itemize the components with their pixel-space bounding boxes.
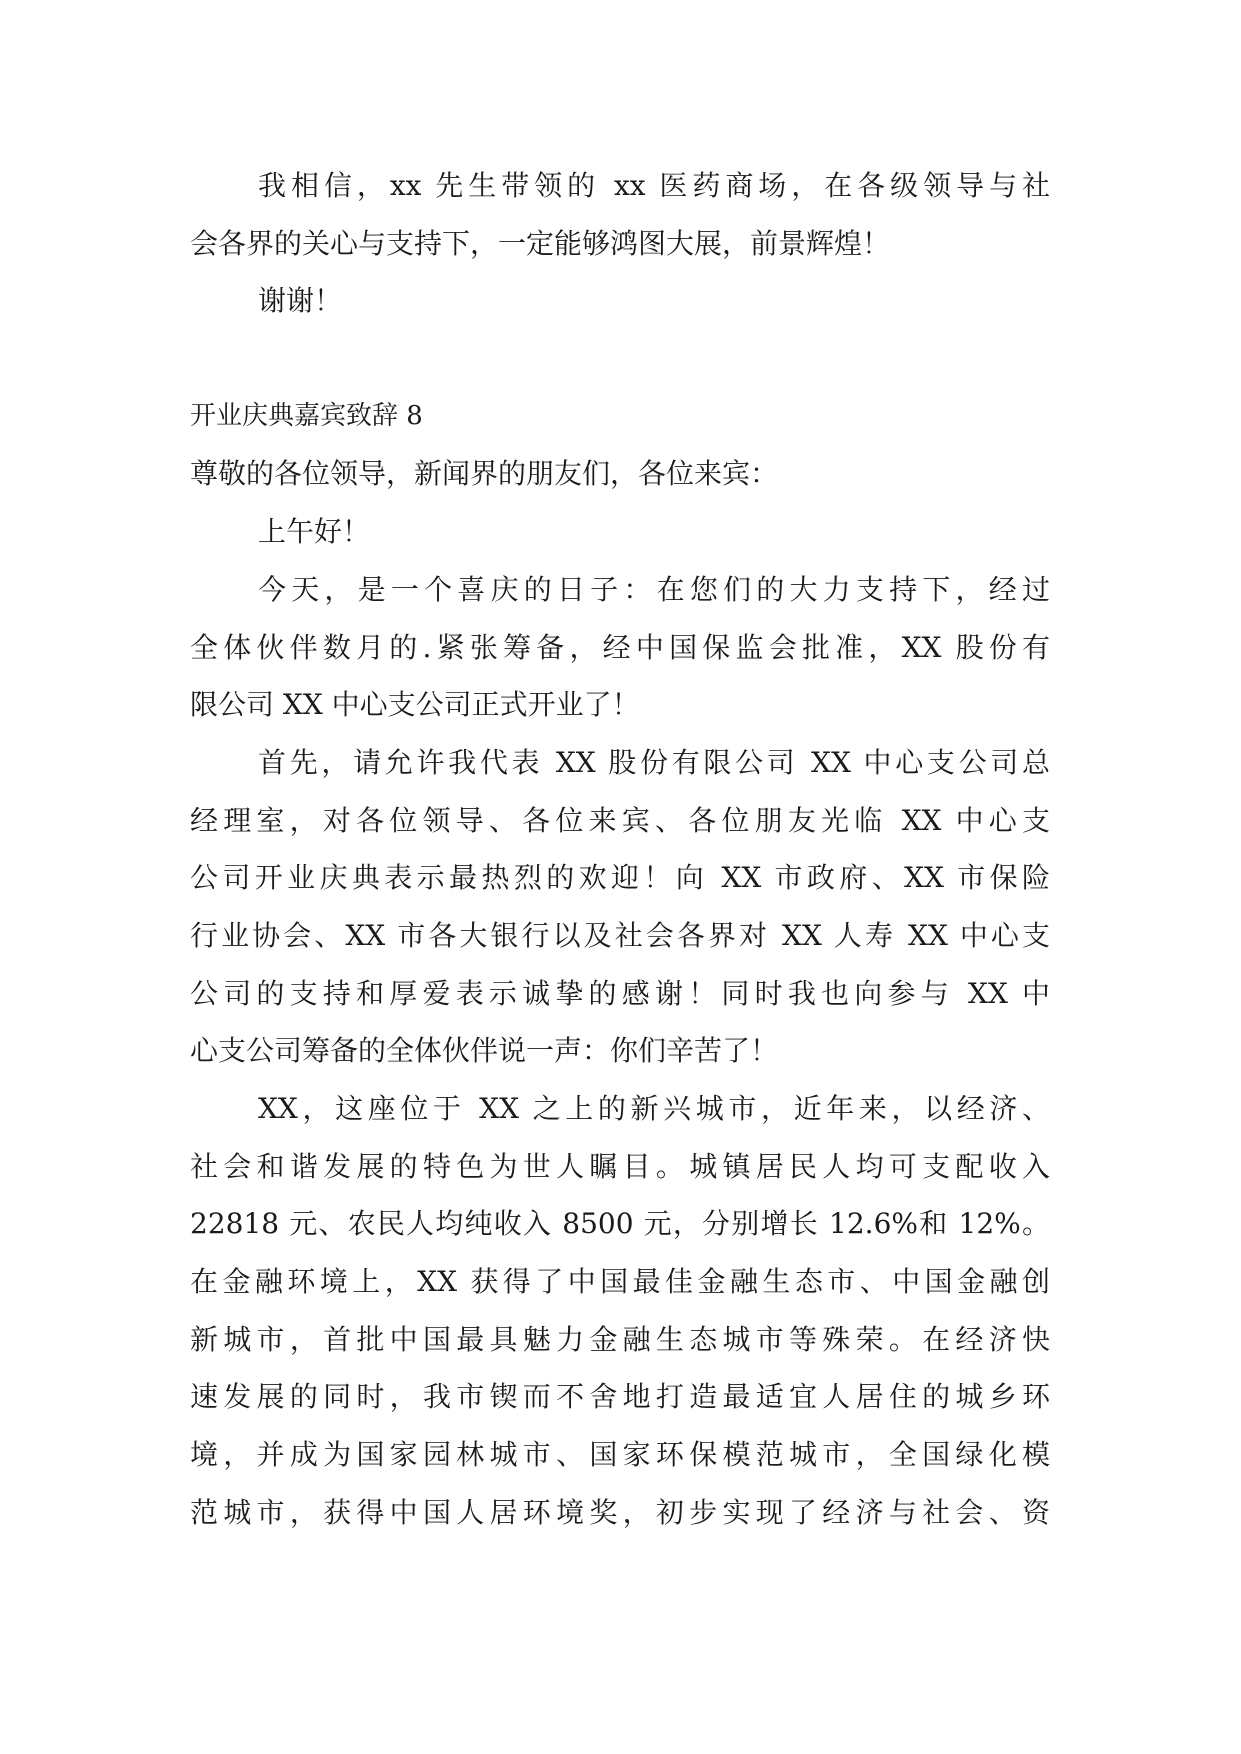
blank-line bbox=[190, 330, 1050, 388]
paragraph bbox=[190, 734, 1050, 1080]
document-body bbox=[190, 157, 1050, 1542]
section-title: 开业庆典嘉宾致辞 8 bbox=[190, 400, 423, 431]
text-line: 经理室，对各位领导、各位来宾、各位朋友光临 XX 中心支 bbox=[190, 803, 1050, 837]
paragraph bbox=[190, 157, 1050, 272]
text-line: 会各界的关心与支持下，一定能够鸿图大展，前景辉煌！ bbox=[190, 226, 891, 260]
text-line: XX，这座位于 XX 之上的新兴城市，近年来，以经济、 bbox=[258, 1092, 1050, 1125]
text-line: 范城市，获得中国人居环境奖，初步实现了经济与社会、资 bbox=[190, 1495, 1050, 1529]
text-line: 公司的支持和厚爱表示诚挚的感谢！同时我也向参与 XX 中 bbox=[190, 976, 1050, 1010]
text-line: 境，并成为国家园林城市、国家环保模范城市，全国绿化模 bbox=[190, 1438, 1050, 1472]
text-line: 心支公司筹备的全体伙伴说一声：你们辛苦了！ bbox=[190, 1034, 779, 1068]
greeting: 上午好！ bbox=[258, 515, 371, 549]
text-line: 社会和谐发展的特色为世人瞩目。城镇居民人均可支配收入 bbox=[190, 1149, 1050, 1183]
salutation: 尊敬的各位领导，新闻界的朋友们，各位来宾： bbox=[190, 457, 779, 491]
paragraph bbox=[190, 272, 1050, 330]
text-line: 22818 元、农民人均纯收入 8500 元，分别增长 12.6%和 12%。 bbox=[190, 1207, 1050, 1241]
text-line: 行业协会、XX 市各大银行以及社会各界对 XX 人寿 XX 中心支 bbox=[190, 918, 1050, 952]
text-line: 首先，请允许我代表 XX 股份有限公司 XX 中心支公司总 bbox=[258, 745, 1050, 779]
paragraph bbox=[190, 1080, 1050, 1542]
text-line: 今天，是一个喜庆的日子：在您们的大力支持下，经过 bbox=[258, 572, 1050, 606]
text-line: 限公司 XX 中心支公司正式开业了！ bbox=[190, 688, 640, 722]
text-line: 新城市，首批中国最具魅力金融生态城市等殊荣。在经济快 bbox=[190, 1322, 1050, 1356]
paragraph bbox=[190, 561, 1050, 734]
text-line: 谢谢！ bbox=[258, 284, 343, 318]
text-line: 速发展的同时，我市锲而不舍地打造最适宜人居住的城乡环 bbox=[190, 1380, 1050, 1414]
text-line: 我相信，xx 先生带领的 xx 医药商场，在各级领导与社 bbox=[258, 169, 1050, 202]
text-line: 公司开业庆典表示最热烈的欢迎！向 XX 市政府、XX 市保险 bbox=[190, 861, 1050, 895]
text-line: 在金融环境上，XX 获得了中国最佳金融生态市、中国金融创 bbox=[190, 1265, 1050, 1299]
text-line: 全体伙伴数月的.紧张筹备，经中国保监会批准，XX 股份有 bbox=[190, 630, 1050, 664]
